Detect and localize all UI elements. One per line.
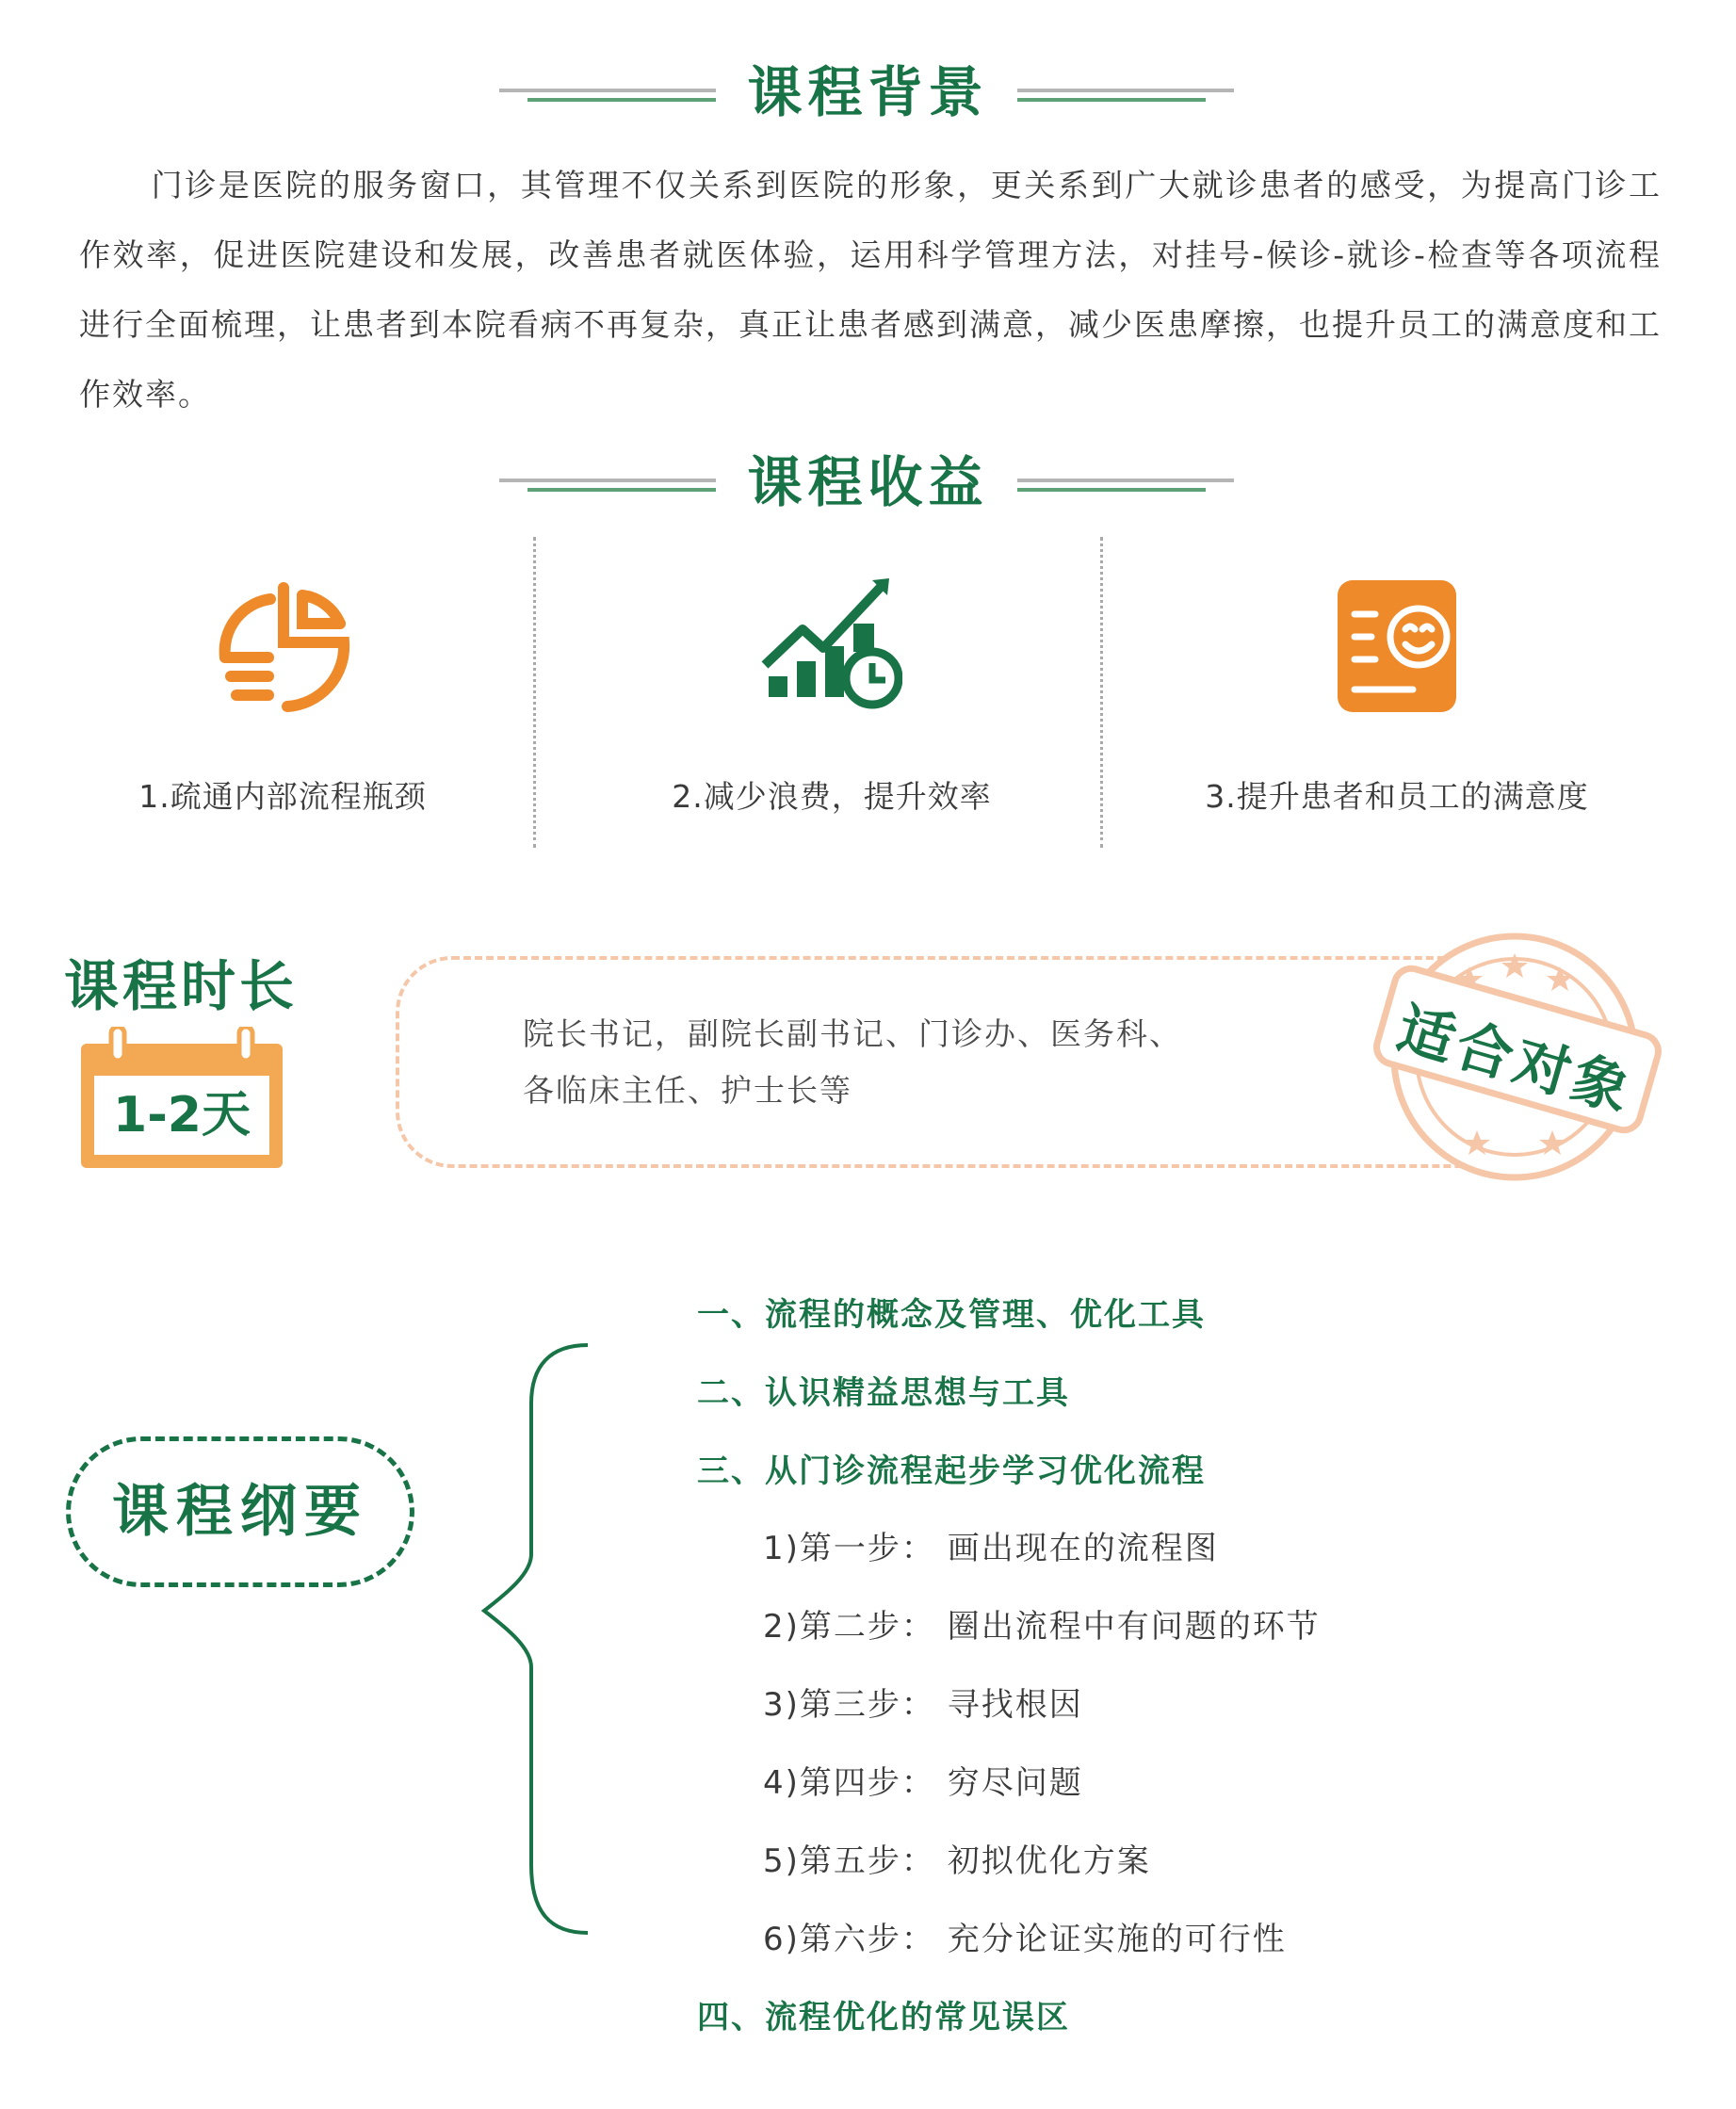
benefits-header [0,435,1736,529]
audience-text [523,1006,1182,1119]
divider [533,537,536,848]
benefit-label: 1.疏通内部流程瓶颈 [138,778,427,815]
benefit-item [1114,537,1679,857]
outline-subitem: 5)第五步： 初拟优化方案 [763,1842,1151,1880]
outline-item-4: 四、流程优化的常见误区 [697,1999,1070,2036]
outline-subitem: 4)第四步： 穷尽问题 [763,1764,1083,1802]
outline-item-1: 一、流程的概念及管理、优化工具 [697,1296,1206,1334]
outline-badge-text: 课程纲要 [112,1479,368,1545]
header-decoration-line [1017,89,1234,92]
benefit-item [549,537,1114,857]
benefits-title: 课程收益 [747,450,989,514]
header-decoration-line [1017,479,1234,482]
outline-item-2: 二、认识精益思想与工具 [697,1374,1070,1412]
outline-subitem: 3)第三步： 寻找根因 [763,1686,1083,1724]
brace-icon [471,1338,603,1940]
outline-subitem: 2)第二步： 圈出流程中有问题的环节 [763,1608,1321,1646]
benefit-label: 3.提升患者和员工的满意度 [1205,778,1589,815]
calendar-icon [81,1027,283,1168]
pie-chart-icon [212,575,353,716]
audience-line: 各临床主任、护士长等 [523,1072,852,1109]
background-paragraph-text: 门诊是医院的服务窗口，其管理不仅关系到医院的形象，更关系到广大就诊患者的感受，为提高门诊工作效率，促进医院建设和发展，改善患者就医体验，运用科学管理方法，对挂号-候诊-就诊-检查等各项流程进行全面梳理，让患者到本院看病不再复杂，真正让患者感到满意，减少医患摩擦，也提升员工的满意度和工作效率。 [79,167,1662,413]
divider [1100,537,1103,848]
background-paragraph [79,151,1662,430]
benefit-item [0,537,565,857]
audience-line: 院长书记，副院长副书记、门诊办、医务科、 [523,1015,1182,1052]
benefit-label: 2.减少浪费，提升效率 [672,778,992,815]
calendar-text: 1-2天 [113,1087,251,1144]
smiley-document-icon [1326,575,1468,716]
duration-title: 课程时长 [64,954,299,1018]
outline-item-3: 三、从门诊流程起步学习优化流程 [697,1452,1206,1490]
outline-subitem: 1)第一步： 画出现在的流程图 [763,1530,1219,1567]
background-header [0,45,1736,139]
outline-subitem: 6)第六步： 充分论证实施的可行性 [763,1921,1287,1958]
growth-chart-clock-icon [761,575,902,716]
header-decoration-line [1017,488,1206,492]
background-title: 课程背景 [747,60,989,124]
stamp-text: 适合对象 [1389,995,1641,1126]
header-decoration-line [1017,98,1206,102]
outline-badge [66,1436,414,1587]
